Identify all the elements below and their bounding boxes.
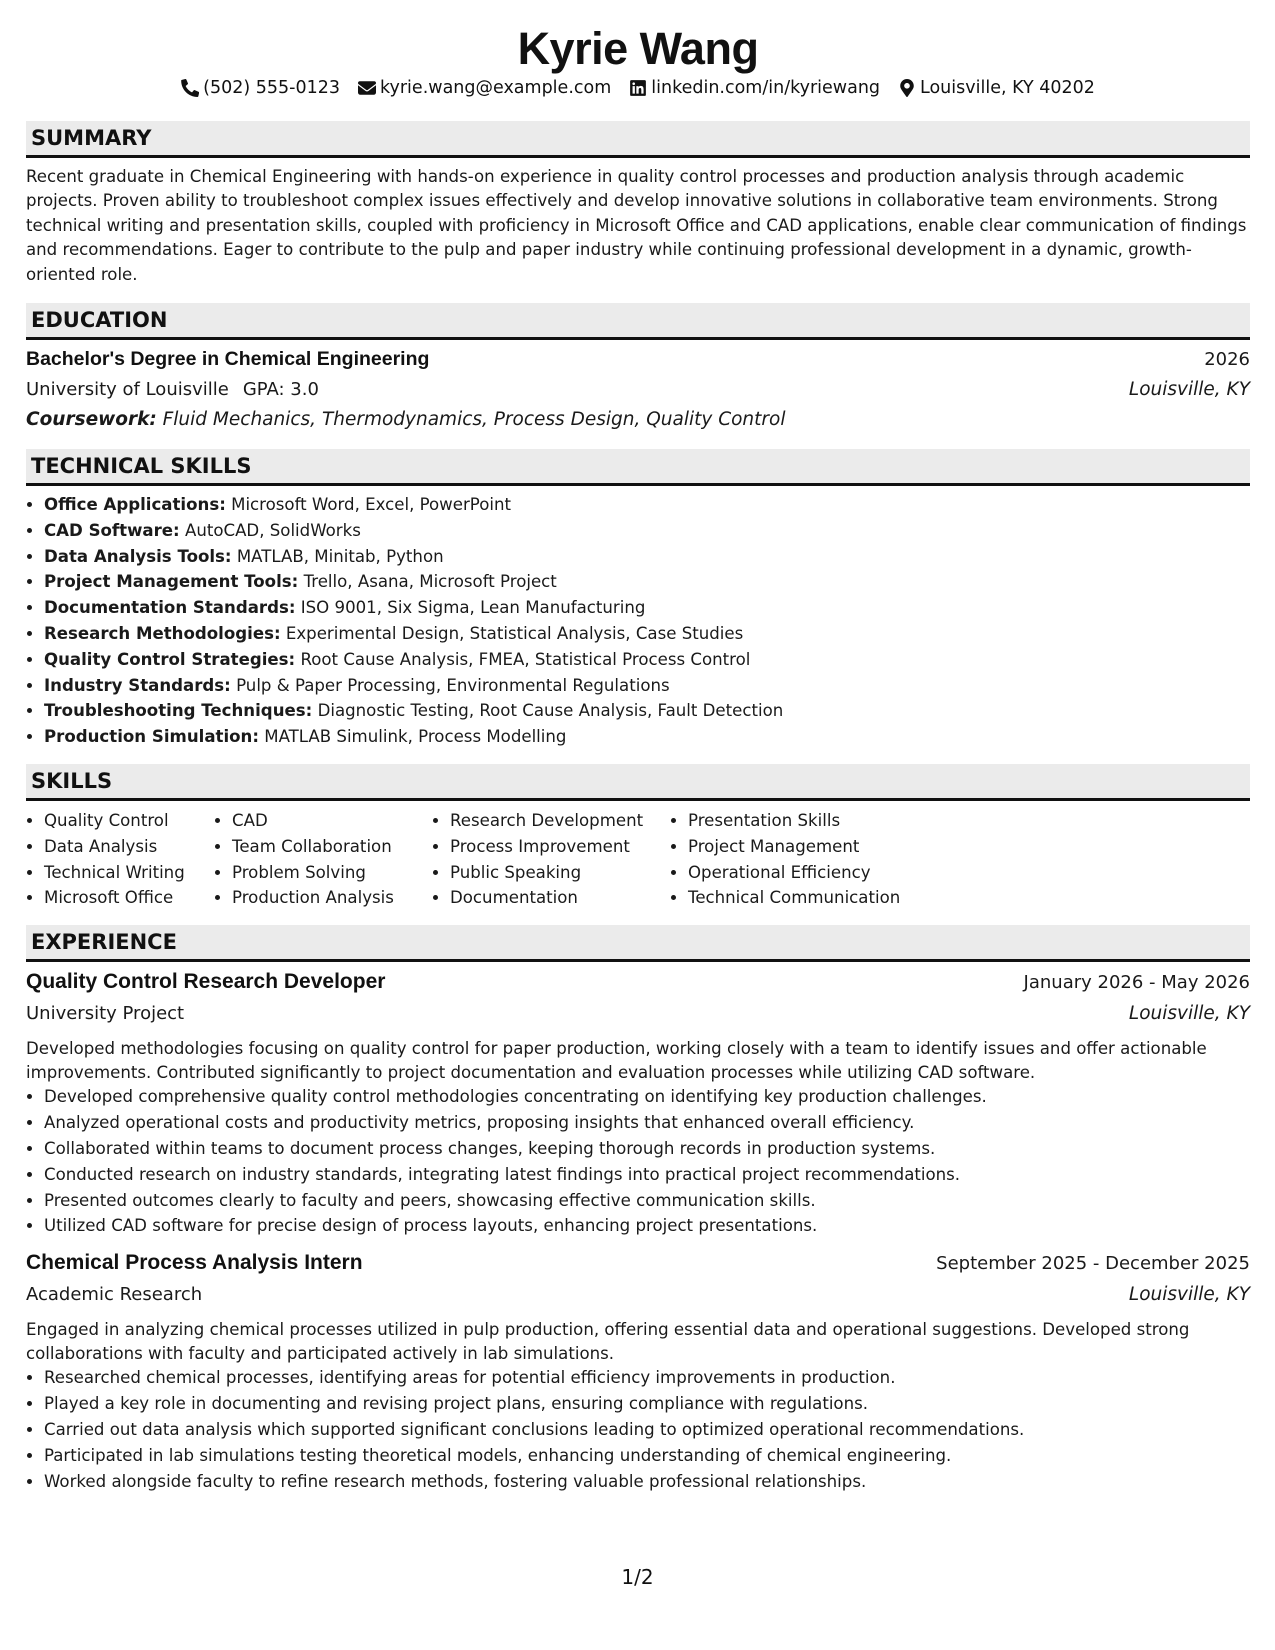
list-item: • Data Analysis Tools: MATLAB, Minitab, Python [44, 544, 1250, 570]
job-organization: Academic Research [26, 1284, 203, 1306]
list-item: • Project Management [688, 834, 968, 860]
list-item: • Utilized CAD software for precise design of process layouts, enhancing project presentations. [44, 1213, 1250, 1239]
skills-column [670, 808, 968, 911]
job-dates: September 2025 - December 2025 [936, 1253, 1250, 1275]
contact-linkedin[interactable] [629, 76, 880, 100]
list-item: • Microsoft Office [44, 885, 214, 911]
coursework [26, 405, 1250, 435]
list-item: • CAD [232, 808, 432, 834]
school-line [26, 375, 319, 405]
job-description: Engaged in analyzing chemical processes utilized in pulp production, offering essential data and operational suggestions. Developed strong collaborations with faculty and participated actively in lab simulations. [26, 1320, 1190, 1363]
contact-email[interactable] [358, 76, 611, 100]
contact-location [898, 76, 1095, 100]
list-item: • Played a key role in documenting and revising project plans, ensuring compliance with regulations. [44, 1391, 1250, 1417]
experience-heading: EXPERIENCE [26, 925, 1250, 962]
job-title: Chemical Process Analysis Intern [26, 1251, 363, 1275]
list-item: • Quality Control Strategies: Root Cause Analysis, FMEA, Statistical Process Control [44, 647, 1250, 673]
contact-phone [181, 76, 340, 100]
list-item: • Team Collaboration [232, 834, 432, 860]
skills-column [432, 808, 670, 911]
candidate-name: Kyrie Wang [517, 23, 759, 74]
school-name: University of Louisville [26, 379, 229, 401]
location-text: Louisville, KY 40202 [920, 78, 1095, 98]
page-number: 1/2 [621, 1565, 654, 1589]
list-item: • Conducted research on industry standards, integrating latest findings into practical project recommendations. [44, 1162, 1250, 1188]
list-item: • Analyzed operational costs and productivity metrics, proposing insights that enhanced overall efficiency. [44, 1110, 1250, 1136]
list-item: • Data Analysis [44, 834, 214, 860]
envelope-icon [358, 79, 376, 97]
list-item: • Carried out data analysis which supported significant conclusions leading to optimized operational recommendations. [44, 1417, 1250, 1443]
list-item: • Quality Control [44, 808, 214, 834]
experience-entry [26, 966, 1250, 1239]
list-item: • Operational Efficiency [688, 860, 968, 886]
list-item: • Industry Standards: Pulp & Paper Processing, Environmental Regulations [44, 673, 1250, 699]
list-item: • Problem Solving [232, 860, 432, 886]
map-pin-icon [898, 79, 916, 97]
skills-column [214, 808, 432, 911]
list-item: • Documentation [450, 885, 670, 911]
list-item: • Research Development [450, 808, 670, 834]
resume-page [26, 22, 1250, 1494]
list-item: • Production Analysis [232, 885, 432, 911]
job-title: Quality Control Research Developer [26, 970, 386, 994]
list-item: • Technical Writing [44, 860, 214, 886]
contact-bar [26, 76, 1250, 100]
list-item: • Presented outcomes clearly to faculty and peers, showcasing effective communication skills. [44, 1188, 1250, 1214]
list-item: • Collaborated within teams to document process changes, keeping thorough records in production systems. [44, 1136, 1250, 1162]
skills-column [26, 808, 214, 911]
school-location: Louisville, KY [1128, 379, 1250, 401]
list-item: • Troubleshooting Techniques: Diagnostic Testing, Root Cause Analysis, Fault Detection [44, 698, 1250, 724]
list-item: • Participated in lab simulations testing theoretical models, enhancing understanding of chemical engineering. [44, 1443, 1250, 1469]
list-item: • Documentation Standards: ISO 9001, Six Sigma, Lean Manufacturing [44, 595, 1250, 621]
list-item: • Production Simulation: MATLAB Simulink, Process Modelling [44, 724, 1250, 750]
experience-entry [26, 1247, 1250, 1494]
job-bullets [26, 1365, 1250, 1494]
phone-text: (502) 555-0123 [203, 78, 340, 98]
summary-text: Recent graduate in Chemical Engineering with hands-on experience in quality control processes and production analysis through academic projects. Proven ability to troubleshoot complex issues effectively and develop innovative solutions in collaborative team environments. Strong technical writing and presentation skills, coupled with proficiency in Microsoft Office and CAD applications, enable clear communication of findings and recommendations. Eager to contribute to the pulp and paper industry while continuing professional development in a dynamic, growth-oriented role. [26, 167, 1247, 284]
gpa: GPA: 3.0 [242, 379, 319, 401]
linkedin-link[interactable]: linkedin.com/in/kyriewang [651, 78, 881, 98]
list-item: • Researched chemical processes, identifying areas for potential efficiency improvements in production. [44, 1365, 1250, 1391]
job-description: Developed methodologies focusing on quality control for paper production, working closely with a team to identify issues and offer actionable improvements. Contributed significantly to project documentation and evaluation processes while utilizing CAD software. [26, 1039, 1207, 1082]
coursework-label: Coursework: [26, 409, 157, 431]
linkedin-icon [629, 79, 647, 97]
list-item: • Research Methodologies: Experimental Design, Statistical Analysis, Case Studies [44, 621, 1250, 647]
email-link[interactable]: kyrie.wang@example.com [380, 78, 612, 98]
list-item: • Project Management Tools: Trello, Asana, Microsoft Project [44, 569, 1250, 595]
list-item: • Process Improvement [450, 834, 670, 860]
list-item: • Technical Communication [688, 885, 968, 911]
list-item: • Presentation Skills [688, 808, 968, 834]
list-item: • Worked alongside faculty to refine research methods, fostering valuable professional relationships. [44, 1469, 1250, 1495]
graduation-year: 2026 [1204, 349, 1250, 371]
technical-skills-heading: TECHNICAL SKILLS [26, 449, 1250, 486]
phone-icon [181, 79, 199, 97]
list-item: • Public Speaking [450, 860, 670, 886]
job-bullets [26, 1084, 1250, 1239]
education-entry [26, 344, 1250, 435]
list-item: • Developed comprehensive quality control methodologies concentrating on identifying key production challenges. [44, 1084, 1250, 1110]
degree-title: Bachelor's Degree in Chemical Engineering [26, 348, 430, 371]
summary-heading: SUMMARY [26, 121, 1250, 158]
job-location: Louisville, KY [1128, 1003, 1250, 1025]
skills-heading: SKILLS [26, 764, 1250, 801]
job-location: Louisville, KY [1128, 1284, 1250, 1306]
job-dates: January 2026 - May 2026 [1023, 972, 1250, 994]
list-item: • Office Applications: Microsoft Word, Excel, PowerPoint [44, 492, 1250, 518]
education-heading: EDUCATION [26, 303, 1250, 340]
list-item: • CAD Software: AutoCAD, SolidWorks [44, 518, 1250, 544]
coursework-list: Fluid Mechanics, Thermodynamics, Process Design, Quality Control [162, 409, 786, 431]
skills-grid [26, 808, 1250, 911]
job-organization: University Project [26, 1003, 185, 1025]
technical-skills-list [26, 492, 1250, 750]
